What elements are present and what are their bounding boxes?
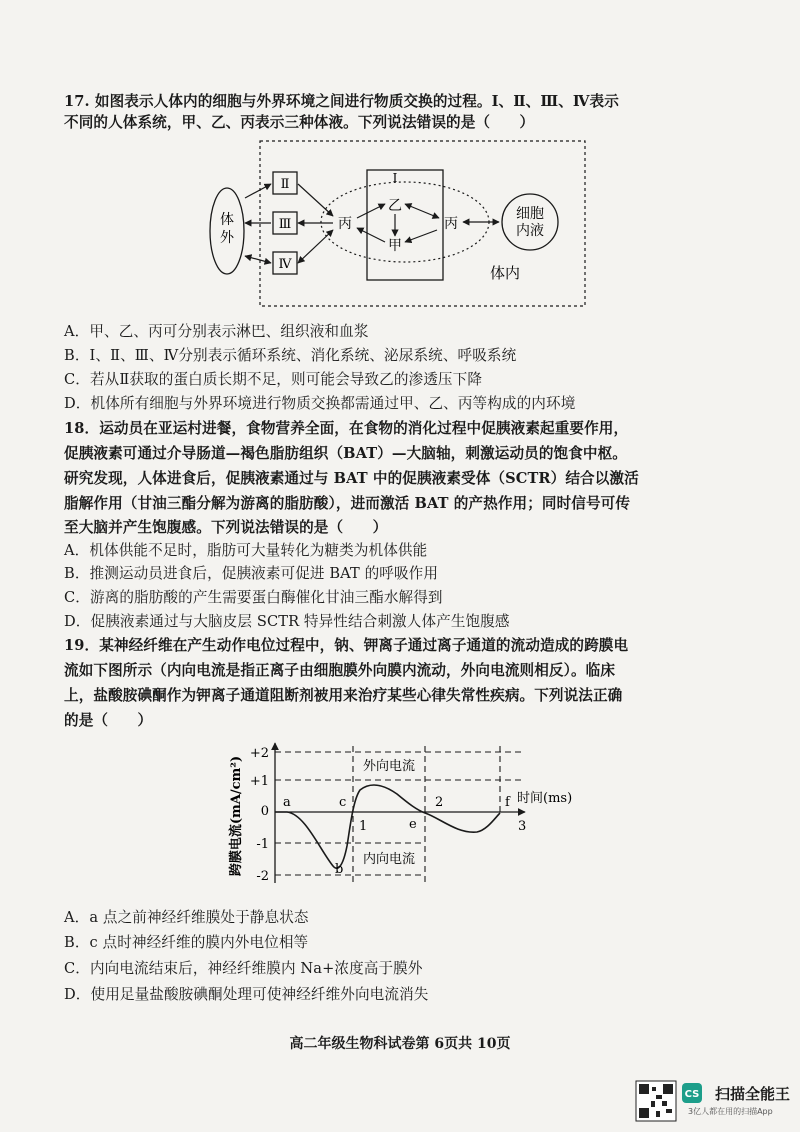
outside-label-1: 体: [220, 212, 234, 228]
membrane-current-chart: [225, 738, 573, 890]
cell-label-2: 内液: [516, 223, 544, 239]
cell-label-1: 细胞: [516, 206, 544, 222]
xtick-3: 3: [518, 819, 527, 834]
outward-current-label: 外向电流: [362, 759, 416, 774]
scanner-app-name: 扫描全能王: [715, 1085, 791, 1103]
q18-option-b: B．推测运动员进食后，促胰液素可促进 BAT 的呼吸作用: [64, 565, 439, 582]
q18-option-a: A．机体供能不足时，脂肪可大量转化为糖类为机体供能: [64, 542, 428, 559]
q18-stem-line-1: 18．运动员在亚运村进餐，食物营养全面，在食物的消化过程中促胰液素起重要作用，: [64, 420, 629, 437]
q17-stem-line-1: 17. 如图表示人体内的细胞与外界环境之间进行物质交换的过程。Ⅰ、Ⅱ、Ⅲ、Ⅳ表示: [64, 93, 619, 110]
scanner-tagline: 3亿人都在用的扫描App: [688, 1107, 773, 1116]
q17-option-a: A．甲、乙、丙可分别表示淋巴、组织液和血浆: [64, 323, 369, 340]
outside-label-2: 外: [220, 230, 234, 246]
chart-ylabel: 跨膜电流(mA/cm²): [229, 755, 244, 877]
page-footer: 高二年级生物科试卷第 6页共 10页: [289, 1036, 511, 1052]
system-I-box: [367, 170, 443, 280]
xtick-2: 2: [435, 795, 444, 810]
system-I-label: Ⅰ: [392, 171, 398, 185]
q18-stem-line-4: 脂解作用（甘油三酯分解为游离的脂肪酸），进而激活 BAT 的产热作用；同时信号可传: [64, 495, 631, 512]
q18-option-d: D．促胰液素通过与大脑皮层 SCTR 特异性结合刺激人体产生饱腹感: [64, 613, 510, 630]
system-III-label: Ⅲ: [278, 217, 292, 232]
q19-option-b: B．c 点时神经纤维的膜内外电位相等: [64, 934, 309, 951]
q17-option-d: D．机体所有细胞与外界环境进行物质交换都需通过甲、乙、丙等构成的内环境: [64, 395, 576, 412]
q19-stem-line-3: 上，盐酸胺碘酮作为钾离子通道阻断剂被用来治疗某些心律失常性疾病。下列说法正确: [64, 687, 623, 704]
inside-label: 体内: [489, 264, 521, 282]
q19-stem-line-1: 19．某神经纤维在产生动作电位过程中，钠、钾离子通过离子通道的流动造成的跨膜电: [64, 637, 629, 654]
cell-fluid-circle: [502, 194, 558, 250]
point-f: f: [505, 795, 510, 810]
point-e: e: [409, 817, 417, 832]
q18-stem-line-5: 至大脑并产生饱腹感。下列说法错误的是（ ）: [64, 519, 388, 536]
point-b: b: [335, 862, 344, 877]
q18-stem-line-3: 研究发现，人体进食后，促胰液素通过与 BAT 中的促胰液素受体（SCTR）结合以激活: [64, 470, 639, 487]
point-a: a: [283, 795, 291, 810]
q17-option-c: C．若从Ⅱ获取的蛋白质长期不足，则可能会导致乙的渗透压下降: [64, 371, 483, 388]
q18-option-c: C．游离的脂肪酸的产生需要蛋白酶催化甘油三酯水解得到: [64, 589, 443, 606]
cs-logo-text: CS: [684, 1089, 700, 1100]
ytick-minus2: -2: [256, 869, 269, 884]
q17-stem-line-2: 不同的人体系统，甲、乙、丙表示三种体液。下列说法错误的是（ ）: [64, 114, 535, 131]
q19-stem-line-4: 的是（ ）: [64, 712, 153, 729]
ytick-plus1: +1: [249, 774, 269, 789]
fluid-bing-right: 丙: [444, 216, 458, 232]
point-c: c: [339, 795, 347, 810]
body-fluid-exchange-diagram: [205, 138, 590, 310]
q19-stem-line-2: 流如下图所示（内向电流是指正离子由细胞膜外向膜内流动，外向电流则相反）。临床: [64, 662, 616, 679]
inward-current-label: 内向电流: [362, 852, 416, 867]
xtick-1: 1: [359, 819, 368, 834]
chart-xlabel: 时间(ms): [517, 791, 573, 806]
fluid-jia: 甲: [388, 238, 402, 254]
q19-option-c: C．内向电流结束后，神经纤维膜内 Na+浓度高于膜外: [64, 960, 423, 977]
fluid-yi: 乙: [388, 198, 402, 214]
ytick-plus2: +2: [249, 746, 269, 761]
q19-option-a: A．a 点之前神经纤维膜处于静息状态: [64, 909, 309, 926]
q17-option-b: B．Ⅰ、Ⅱ、Ⅲ、Ⅳ分别表示循环系统、消化系统、泌尿系统、呼吸系统: [64, 347, 517, 364]
fluid-bing-left: 丙: [338, 216, 352, 232]
ytick-minus1: -1: [256, 837, 269, 852]
q19-option-d: D．使用足量盐酸胺碘酮处理可使神经纤维外向电流消失: [64, 986, 429, 1003]
qr-code-icon: [636, 1081, 676, 1121]
system-II-label: Ⅱ: [280, 177, 290, 192]
q18-stem-line-2: 促胰液素可通过介导肠道—褐色脂肪组织（BAT）—大脑轴，刺激运动员的饱食中枢。: [64, 445, 627, 462]
ytick-zero: 0: [260, 804, 269, 819]
system-IV-label: Ⅳ: [278, 257, 292, 272]
